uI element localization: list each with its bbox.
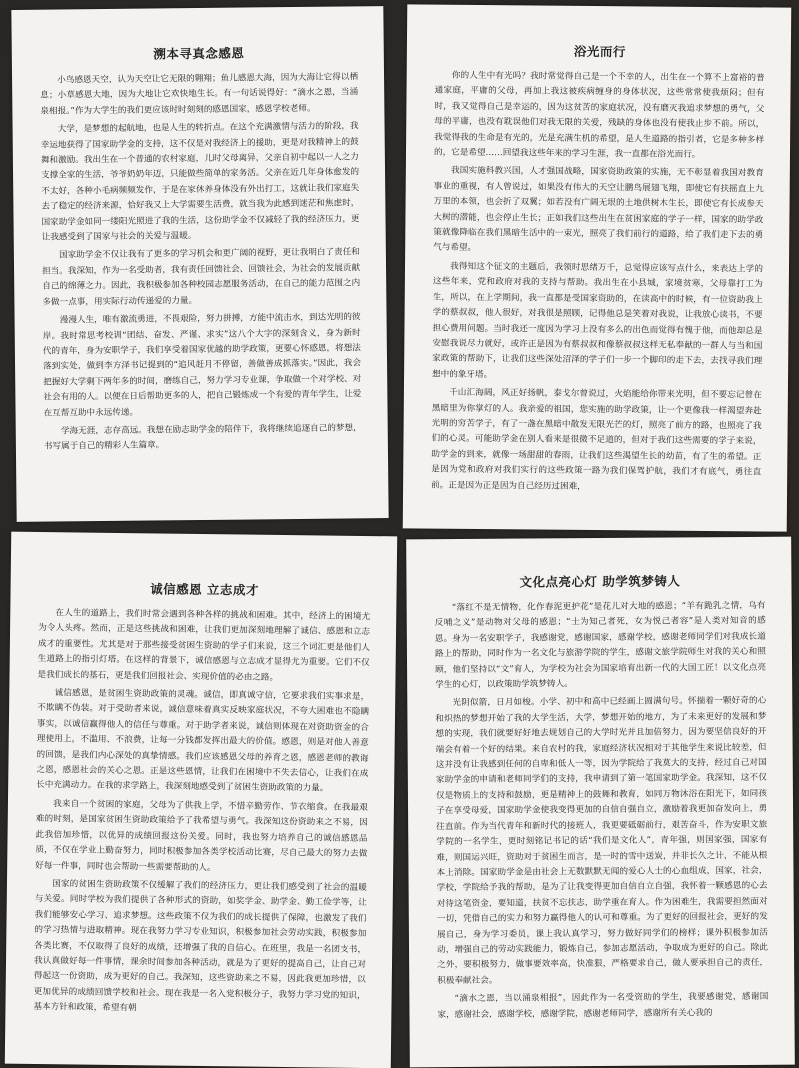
essay-page-3 — [5, 532, 397, 1068]
paragraph: 你的人生中有光吗？我时常觉得自己是一个不幸的人，出生在一个算不上富裕的普通家庭，平庸的父母，再加上我这被疾病缠身的身体状况，这些常常使我烦闷；但有时，我又觉得自己是幸运的，因为这贫苦的家庭状况，没有磨灭我追求梦想的勇气，父母的平庸，也没有耽误他们对我无限的关爱，残缺的身体也没有使我止步不前。所以，我觉得我的生命是有光的，光是充满生机的希望，是人生道路的指引者，它是多种多样的，它是希望……回望我这些年来的学习生涯，我一直都在浴光而行。 — [433, 70, 765, 160]
paragraph: 诚信感恩，是贫困生资助政策的灵魂。诚信，即真诚守信，它要求我们实事求是，不欺瞒不伪装。对于受助者来说，诚信意味着真实反映家庭状况，不夸大困难也不隐瞒事实，以诚信赢得他人的信任与尊重。对于助学者来说，诚信则体现在对资助资金的合理使用上，不滥用、不浪费，让每一分钱都发挥出最大的价值。感恩，则是对他人善意的回馈，是我们内心深处的真挚情感。我们应该感恩父母的养育之恩，感恩老师的教诲之恩，感恩社会的关心之恩。正是这些恩情，让我们在困境中不失去信心，让我们在成长中充满动力。在我的求学路上，我深刻地感受到了贫困生资助政策的力量。 — [36, 688, 370, 795]
essay-page-4 — [406, 537, 795, 1068]
essay-title: 溯本寻真念感恩 — [153, 45, 245, 62]
paragraph: 我来自一个贫困的家庭，父母为了供我上学，不惜辛勤劳作、节衣缩食。在我最艰难的时刻，是国家贫困生资助政策给予了我希望与勇气。我深知这份资助来之不易，因此我倍加珍惜，以优异的成绩回报这份关爱。同时，我也努力培养自己的诚信感恩品质，不仅在学业上勤奋努力，同时积极参加各类学校活动比赛，尽自己最大的努力去做好每一件事，同时也会帮助一些需要帮助的人。 — [35, 799, 368, 873]
paragraph: 我国实施科教兴国，人才强国战略，国家资助政策的实施，无不彰显着我国对教育事业的重视，有人曾说过，如果没有伟大的天空让鹏鸟展翅飞翔，即使它有扶摇直上九万里的本领，也会折了双翼；如若没有广阔无垠的土地供树木生长，即使它有长成参天大树的潜能，也会停止生长；正如我们这些出生在贫困家庭的学子一样，国家的助学政策就像降临在我们黑暗生活中的一束光，照亮了我们前行的道路，给了我们走下去的勇气与希望。 — [433, 166, 764, 254]
paragraph: 国家助学金不仅让我有了更多的学习机会和更广阔的视野，更让我明白了责任和担当。我深知，作为一名受助者，我有责任回馈社会、回馈社会，为社会的发展贡献自己的绵薄之力。因此，我积极参加各种校园志愿服务活动，在自己的能力范围之内多做一点事，用实际行动传递爱的力量。 — [42, 247, 361, 308]
essay-title: 诚信感恩 立志成才 — [150, 581, 260, 598]
paragraph: 千山汇海阔，风正好扬帆，泰戈尔曾说过，火焰能给你带来光明，但不要忘记曾在黑暗里为你掌灯的人。我亲爱的祖国，您实施的助学政策，让一个更像我一样渴望奔赴光明的穷苦学子，有了一盏在黑暗中散发无限光芒的灯，照亮了前方的路，也照亮了我们的心灵。可能助学金在别人看来是很微不足道的，但对于我们这些需要的学子来说，助学金的到来，就像一场甜甜的春雨，让我们这些渴望生长的幼苗，有了生的希望。正是因为党和政府对我们实行的这些政策一路为我们保驾护航，我们才有底气，勇往直前。正是因为正是因为自己经历过困难， — [431, 387, 762, 492]
essay-page-1 — [11, 6, 388, 522]
paragraph: 漫漫人生，唯有激流勇进，不畏艰险，努力拼搏，方能中流击水，到达光明的彼岸。我时常思考校训“团结、奋发、严谨、求实”这八个大字的深刻含义，身为新时代的青年，身为安职学子，我们享受着国家优越的助学政策，更要心怀感恩，将想法落到实处，做到李方泽书记提到的“追风赶月不停留，善做善成抓落实。”因此，我会把握好大学剩下两年多的时间，磨练自己，努力学习专业课，争取做一个对学校、对社会有用的人。以便在日后帮助更多的人，把自己锻炼成一个有爱的青年学生，让爱在互帮互助中永远传递。 — [42, 312, 362, 419]
paragraph: “滴水之恩，当以涌泉相报”，因此作为一名受资助的学生，我要感谢党，感谢国家，感谢社会，感谢学校，感谢学院，感谢老师同学，感谢所有关心我的 — [437, 991, 769, 1020]
paragraph: 我得知这个征文的主题后，我领时思绪万千，总觉得应该写点什么，来表达上学的这些年来，党和政府对我的支持与帮助。我出生在小县城，家境贫寒，父母靠打工为生，所以，在上学期间，我一直都是受国家资助的，在读高中的时候，有一位资助我上学的蔡叔叔，他人很好，对我很是照顾，记得他总是笑着对我说，让我放心读书，不要担心费用问题。当时我还一度因为学习上没有多么的出色而觉得有愧于他，而他却总是安慰我说尽力就好，或许正是因为有蔡叔叔和像蔡叔叔这样无私奉献的一群人与当和国家政策的帮助下，让我们这些深处沼泽的学子们一步一个脚印的走下去，去找寻我们理想中的象牙塔。 — [432, 261, 764, 380]
paragraph: “落红不是无情物，化作春泥更护花”是花儿对大地的感恩；“羊有跪乳之情，乌有反哺之义”是动物对父母的感恩；“士为知己者死，女为悦己者容”是人类对知音的感恩。身为一名安职学子，我感谢党，感谢国家，感谢学校，感谢老师同学们对我成长道路上的帮助，同时作为一名文化与旅游学院的学生，感谢文旅学院师生对我的关心和照顾，他们坚持以“文”育人，为学校为社会为国家培育出新一代的大国工匠！以文化点亮学生的心灯，以政策助学筑梦铸人。 — [434, 600, 767, 691]
essay-title: 文化点亮心灯 助学筑梦铸人 — [519, 573, 681, 590]
paragraph: 大学，是梦想的起航地，也是人生的转折点。在这个充满激情与活力的阶段，我幸运地获得了国家助学金的支持，这不仅是对我经济上的援助，更是对我精神上的鼓舞和激励。我出生在一个普通的农村家庭，儿时父母离异，父亲自初中起以一人之力支撑全家的生活，爷爷奶奶年迈，只能做些简单的家务活。父亲在近几年身体愈发的不太好，各种小毛病频频发作，于是在家休养身体没有外出打工，这就让我们家庭失去了稳定的经济来源，恰好我又上大学需要生活费，就当我为此感到迷茫和焦虑时，国家助学金如同一缕阳光照进了我的生活，这份助学金不仅减轻了我的经济压力，更让我感受到了国家与社会的关爱与温暖。 — [40, 121, 360, 243]
paragraph: 小鸟感恩天空，认为天空让它无限的翱翔；鱼儿感恩大海，因为大海让它得以栖息；小草感恩大地，因为大地让它欢快地生长。有一句话说得好：“滴水之恩，当涌泉相报。”作为大学生的我们更应该时时刻刻的感恩国家，感恩学校老师。 — [40, 72, 359, 117]
essay-title: 浴光而行 — [573, 43, 626, 60]
paragraph: 学海无涯，志存高远。我想在励志助学金的陪伴下，我将继续追逐自己的梦想，书写属于自己的精彩人生篇章。 — [43, 423, 362, 452]
paragraph: 光阴似箭，日月如梭。小学、初中和高中已经画上圆满句号。怀揣着一颗好奇的心和炽热的梦想开始了我的大学生活，大学，梦想开始的地方，为了未来更好的发展和梦想的实现，我们就要好好地去规划自己的大学时光并且加倍努力，因为要坚信良好的开端会有着一个好的结果。来自农村的我，家庭经济状况相对于其他学生来说比较差，但这并没有让我感到任何的自卑和低人一等，因为学院给了我莫大的支持，经过自己对国家助学金的申请和老师同学们的支持，我申请到了第一笔国家助学金。我深知，这不仅仅是物质上的支持和鼓励，更是精神上的鼓舞和教育，如同万物沐浴在阳光下，如同孩子在享受母爱，国家助学金使我变得更加的自信自强自立，激励着我更加奋发向上，勇往直前。作为当代青年和新时代的接班人，我更要砥砺前行，艰苦奋斗，作为安职文旅学院的一名学生，更时刻铭记书记的话“我们是文化人”，青年强，则国家强，国家有难，则国运兴旺，资助对于贫困生而言，是一时的雪中送炭，并非长久之计，不能从根本上消除。国家助学金是由社会上无数默默无闻的爱心人士的心血组成，国家，社会，学校，学院给予我的帮助，是为了让我变得更加自信自立自强，我怀着一颗感恩的心去对待这笔资金，要知道，扶贫不忘扶志，助学重在育人。作为困难生，我需要担然面对一切，凭借自己的实力和努力赢得他人的认可和尊重。为了更好的回报社会，更好的发展自己，身为学习委员，课上我认真学习，努力做好同学们的榜样；课外积极参加活动，增强自己的劳动实践能力，锻炼自己，参加志愿活动，争取成为更好的自己。除此之外，要积极努力，做事要效率高，快准狠，严格要求自己，做人要承担自己的责任，积极奉献社会。 — [435, 696, 769, 986]
paragraph: 国家的贫困生资助政策不仅缓解了我们的经济压力，更让我们感受到了社会的温暖与关爱。同时学校为我们提供了各种形式的资助，如奖学金、助学金、勤工俭学等，让我们能够安心学习、追求梦想。这些政策不仅为我们的成长提供了保障，也激发了我们的学习热情与进取精神。现在我努力学习专业知识，积极参加社会劳动实践，积极参加各类比赛，不仅取得了良好的成绩，还增强了我的自信心。在班里，我是一名团支书，我认真做好每一件事情，课余时间参加各种活动，就是为了更好的提高自己，让自己对得起这一份资助，成为更好的自己。我深知，这些资助来之不易，因此我更加珍惜，以更加优异的成绩回馈学校和社会。现在我是一名入党积极分子，我努力学习党的知识，基本方针和政策，希望有朝 — [33, 879, 367, 1014]
paragraph: 在人生的道路上，我们时常会遇到各种各样的挑战和困难。其中，经济上的困境尤为令人头疼。然而，正是这些挑战和困难，让我们更加深刻地理解了诚信、感恩和立志成才的重要性。尤其是对于那些接受贫困生资助的学子们来说，这三个词汇更是他们人生道路上的指引灯塔。在这样的背景下，诚信感恩与立志成才显得尤为重要。它们不仅是我们成长的基石，更是我们回报社会、实现价值的必由之路。 — [37, 608, 371, 683]
essay-page-2 — [403, 4, 792, 531]
